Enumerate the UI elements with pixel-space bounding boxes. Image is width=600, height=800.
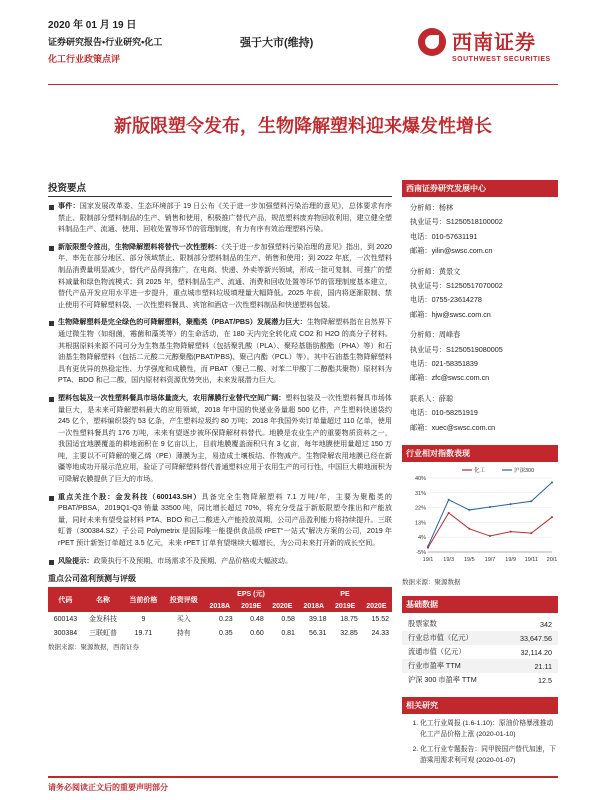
- analyst-name: 分析师：杨林: [410, 203, 454, 212]
- fin-cell: 0.60: [250, 629, 264, 637]
- series-line-0: [428, 513, 552, 548]
- fin-header-pe: PE: [298, 587, 392, 601]
- basic-data-row: [402, 659, 558, 673]
- series-point: [530, 532, 532, 534]
- fin-row: [48, 612, 392, 626]
- fin-cell: 0.35: [218, 629, 233, 637]
- fin-header-code: 代码: [48, 587, 83, 612]
- basic-data-key: 行业总市值（亿元）: [408, 633, 473, 643]
- bullet-head: 风险提示：: [58, 556, 94, 565]
- fin-cell: 600143: [53, 615, 78, 623]
- fin-cell: 金发科技: [89, 616, 118, 624]
- basic-data-row: [402, 673, 558, 687]
- analyst-name: 分析师：周峰春: [410, 330, 461, 340]
- fin-header-name: 名称: [83, 587, 123, 612]
- y-tick-label: 22%: [414, 505, 426, 512]
- related-item[interactable]: 1. 化工行业周报 (1.6-1.10)：原油价格暴涨推动化工产品价格上涨 (2020-01-10): [420, 718, 558, 740]
- fin-year: 2019E: [236, 601, 267, 612]
- bullet-head: 新版限塑令推出，生物降解塑料将替代一次性塑料：: [58, 242, 222, 251]
- y-tick-label: 13%: [414, 520, 426, 527]
- fin-cell: 300384: [53, 629, 78, 637]
- basic-data-box: [402, 596, 558, 687]
- basic-data-value: 342: [540, 619, 552, 629]
- series-point: [551, 481, 553, 483]
- bullet-item: [48, 556, 392, 568]
- basic-data-key: 股票家数: [408, 619, 437, 629]
- series-point: [468, 509, 470, 511]
- chart-source: 数据来源：聚源数据: [402, 579, 461, 587]
- fin-table-title: 重点公司盈利预测与评级: [48, 574, 136, 584]
- basic-data-value: 32,114.20: [520, 647, 552, 657]
- chart-title: 行业相对指数表现: [402, 445, 558, 462]
- related-title: 相关研究: [402, 697, 558, 714]
- bullet-head: 塑料包装及一次性塑料餐具市场体量庞大，农用薄膜行业替代空间广阔：: [58, 393, 286, 402]
- series-point: [510, 503, 512, 505]
- y-tick-label: 31%: [414, 490, 426, 497]
- bullet-item: [48, 492, 392, 550]
- report-header: [48, 16, 558, 80]
- y-tick-label: -5%: [416, 550, 426, 557]
- x-tick-label: 20/1: [546, 557, 558, 564]
- fin-cell: 9: [141, 615, 146, 623]
- analyst-email[interactable]: 邮箱：zfc@swsc.com.cn: [410, 373, 490, 383]
- industry-rating: 强于大市(维持): [240, 37, 314, 49]
- x-tick-label: 19/9: [505, 557, 517, 564]
- series-point: [551, 516, 553, 518]
- index-chart-box: [402, 445, 558, 586]
- logo-text-cn: 西南证券: [452, 30, 536, 54]
- main-column: [48, 180, 392, 651]
- related-research-box: [402, 697, 558, 766]
- analyst-list: [402, 201, 558, 435]
- basic-data-row: [402, 645, 558, 659]
- report-subtype: 化工行业政策点评: [48, 54, 121, 64]
- analyst-name: 分析师：黄景文: [410, 266, 461, 276]
- fin-cell: 0.81: [281, 629, 295, 637]
- bullet-body: 国家发展改革委、生态环境部于 19 日公布《关于进一步加强塑料污染治理的意见》，总体要求有序禁止、限制部分塑料制品的生产、销售和使用，积极推广替代产品，规范塑料废弃物回收利用，建立健全塑料制品生产、流通、使用、回收处置等环节的管理制度，有力有序有效治理塑料污染。: [58, 202, 393, 234]
- analyst-tel: 电话：010-58251919: [410, 408, 478, 418]
- bullet-item: [48, 393, 392, 486]
- basic-data-value: 21.11: [534, 661, 552, 671]
- fin-year: 2018A: [298, 601, 330, 612]
- analyst-box: [402, 180, 558, 435]
- analyst-tel: 电话：0755-23614278: [410, 295, 482, 305]
- fin-cell: 买入: [176, 616, 191, 624]
- basic-data-value: 33,647.56: [520, 633, 552, 643]
- analyst-cert: 执业证号：S1250519080005: [410, 344, 503, 354]
- fin-cell: 18.75: [340, 615, 358, 623]
- side-column: [402, 180, 558, 770]
- series-point: [489, 506, 491, 508]
- fin-year: 2019E: [330, 601, 361, 612]
- series-point: [510, 531, 512, 533]
- legend-label: 化工: [474, 468, 486, 475]
- y-tick-label: 40%: [414, 476, 426, 483]
- analyst-name: 联系人：薛聪: [410, 393, 454, 403]
- fin-table: [48, 587, 392, 640]
- basic-data-row: [402, 631, 558, 645]
- index-chart: [402, 462, 558, 570]
- fin-cell: 0.58: [281, 615, 295, 623]
- x-tick-label: 19/11: [524, 557, 539, 564]
- footer-disclaimer: 请务必阅读正文后的重要声明部分: [48, 783, 168, 792]
- fin-cell: 三联虹普: [89, 630, 118, 638]
- series-point: [448, 512, 450, 514]
- report-title: 新版限塑令发布，生物降解塑料迎来爆发性增长: [114, 116, 492, 137]
- analyst-email[interactable]: 邮箱：xuec@swsc.com.cn: [410, 422, 496, 432]
- section-title: 投资要点: [48, 180, 392, 197]
- fin-year: 2020E: [361, 601, 392, 612]
- bullet-item: [48, 317, 392, 387]
- basic-data-row: [402, 617, 558, 631]
- fin-header-price: 当前价格: [123, 587, 163, 612]
- analyst-email[interactable]: 邮箱：hjw@swsc.com.cn: [410, 309, 491, 319]
- footer: [48, 776, 558, 793]
- bullet-body: 《关于进一步加强塑料污染治理的意见》指出，到 2020 年，率先在部分地区、部分领域禁止、限制部分塑料制品的生产、销售和使用；到 2022 年底，一次性塑料制品消费量明显减少，替代产品得到推广，在电商、快递、外卖等新兴领域，形成一批可复制、可推广的塑料减量和绿色物流模式；到 2025 年，塑料制品生产、流通、消费和回收处置等环节的管理制度基本建立，替代产品开发应用水平进一步提升，重点城市塑料垃圾填埋量大幅降低。2025 年前，国内将逐渐限制、禁止使用不可降解塑料袋、一次性塑料餐具、宾馆和酒店一次性塑料制品和快递塑料包装。: [58, 242, 393, 309]
- basic-data-value: 12.5: [538, 675, 552, 685]
- series-point: [530, 500, 532, 502]
- fin-cell: 32.85: [340, 629, 358, 637]
- related-list: [402, 718, 558, 766]
- basic-data-table: [402, 617, 558, 687]
- fin-cell: 39.18: [309, 615, 327, 623]
- bullet-item: [48, 201, 392, 236]
- fin-row: [48, 626, 392, 640]
- analyst-cert: 执业证号：S1250517070002: [410, 281, 503, 291]
- fin-cell: 0.23: [218, 615, 233, 623]
- legend-label: 沪深300: [514, 468, 535, 475]
- bullet-body: 政策执行不及预期、市场需求不及预期、产品价格或大幅波动。: [93, 556, 293, 565]
- basic-data-key: 行业市盈率 TTM: [408, 661, 461, 671]
- analyst-tel: 电话：021-58351839: [410, 359, 478, 369]
- y-tick-label: 4%: [418, 535, 426, 542]
- fin-cell: 持有: [176, 630, 191, 638]
- analyst-tel: 电话：010-57631191: [410, 231, 478, 241]
- header-divider: [48, 84, 558, 85]
- analyst-email[interactable]: 邮箱：yilin@swsc.com.cn: [410, 246, 493, 256]
- series-point: [468, 528, 470, 530]
- fin-header-eps: EPS (元): [204, 587, 298, 601]
- bullet-list: [48, 201, 392, 567]
- x-tick-label: 19/1: [422, 557, 434, 564]
- fin-cell: 24.33: [371, 629, 389, 637]
- basic-data-title: 基础数据: [402, 596, 558, 613]
- related-item[interactable]: 2. 化工行业专题报告：同甲胺国产替代加速，下游乘用需求利可观 (2020-01-07): [420, 744, 558, 766]
- fin-table-source: 数据来源：聚源数据，西南证券: [48, 644, 139, 652]
- fin-cell: 15.52: [371, 615, 389, 623]
- logo-mark-icon: [418, 28, 446, 56]
- bullet-body: 具备完全生物降解塑料 7.1 万吨/年，主要为聚酯类的 PBAT/PBSA，2019Q1-Q3 销量 33500 吨，同比增长超过 70%，将充分受益于新版限塑令推出和产能放量，同时未来有望受益材料 PTA、BDO 和己二酸进入产能投放周期，公司产品盈利能力将持续提升。三联虹普（300384.SZ）子公司 Polymetrix 是国际唯一能提供食品级 rPET“一站式”解决方案的公司，2019 年 rPET 预计新签订单超过 3.5 亿元，未来 rPET 订单有望继续大幅增长，为公司未来打开新的成长空间。: [58, 492, 392, 548]
- x-tick-label: 19/3: [443, 557, 455, 564]
- bullet-head: 生物降解塑料是完全绿色的可降解塑料，聚酯类（PBAT/PBS）发展潜力巨大：: [58, 318, 307, 327]
- report-date: 2020 年 01 月 19 日: [48, 20, 137, 31]
- bullet-head: 事件：: [58, 202, 80, 210]
- bullet-body: 塑料包装及一次性塑料餐具市场体量巨大，是未来可降解塑料最大的应用领域，2018 年中国的快递业务量超 500 亿件，产生塑料快递袋约 245 亿个，塑料编织袋约 53 亿条，产生塑料垃圾约 80 万吨；2018 年我国外卖订单量超过 110 亿单，使用一次性塑料餐具约 176 万吨，未来有望逐步被环保降解材料替代。地膜是农业生产的重要物质资料之一，我国适宜地膜覆盖的耕地面积在 9 亿亩以上，目前地膜覆盖面积只有 3 亿亩，每年地膜使用量超过 150 万吨，主要以不可降解的聚乙烯（PE）薄膜为主，易造成土壤板结、作物减产。生物降解农用地膜已经在新疆等地成功开展示范应用，验证了可降解塑料替代普通塑料应用于农用生产的可行性，中国巨大耕地面积为可降解农膜提供了巨大的市场。: [58, 393, 393, 484]
- fin-cell: 56.31: [309, 629, 327, 637]
- fin-year: 2018A: [204, 601, 236, 612]
- fin-cell: 0.48: [250, 615, 264, 623]
- x-tick-label: 19/5: [463, 557, 475, 564]
- series-point: [448, 499, 450, 501]
- series-point: [427, 545, 429, 547]
- bullet-item: [48, 242, 392, 312]
- basic-data-key: 沪深 300 市盈率 TTM: [408, 675, 477, 685]
- basic-data-key: 流通市值（亿元）: [408, 647, 466, 657]
- fin-header-rating: 投资评级: [164, 587, 204, 612]
- report-type: 证券研究报告•行业研究•化工: [48, 37, 163, 47]
- bullet-head: 重点关注个股：金发科技（600143.SH）: [58, 492, 202, 501]
- fin-year: 2020E: [267, 601, 298, 612]
- company-logo: [418, 24, 558, 74]
- series-point: [489, 535, 491, 537]
- bullet-body: 生物降解塑料指在自然界下通过微生物（如细菌，霉菌和藻类等）的生命活动，在 180 天内完全转化成 CO2 和 H2O 的高分子材料。其根据原料来源不同可分为生物基生物降解塑料（包括聚乳酸（PLA）、聚羟基脂肪酸酯（PHA）等）和石油基生物降解塑料（包括二元酸二元醇聚酯(PBAT/PBS)、聚己内酯（PCL）等）。其中石油基生物降解塑料具有更优异的热稳定性、力学强度和成膜性，而 PBAT（聚己二酸、对苯二甲酸丁二醇酯共聚物）原材料为 PTA、BDO 和己二酸，国内原材料资源优势突出，未来发展潜力巨大。: [58, 318, 393, 385]
- fin-cell: 19.71: [134, 629, 153, 637]
- analyst-cert: 执业证号：S1250518100002: [410, 217, 503, 227]
- research-center-title: 西南证券研究发展中心: [402, 180, 558, 197]
- logo-text-en: SOUTHWEST SECURITIES: [452, 56, 551, 63]
- x-tick-label: 19/7: [484, 557, 496, 564]
